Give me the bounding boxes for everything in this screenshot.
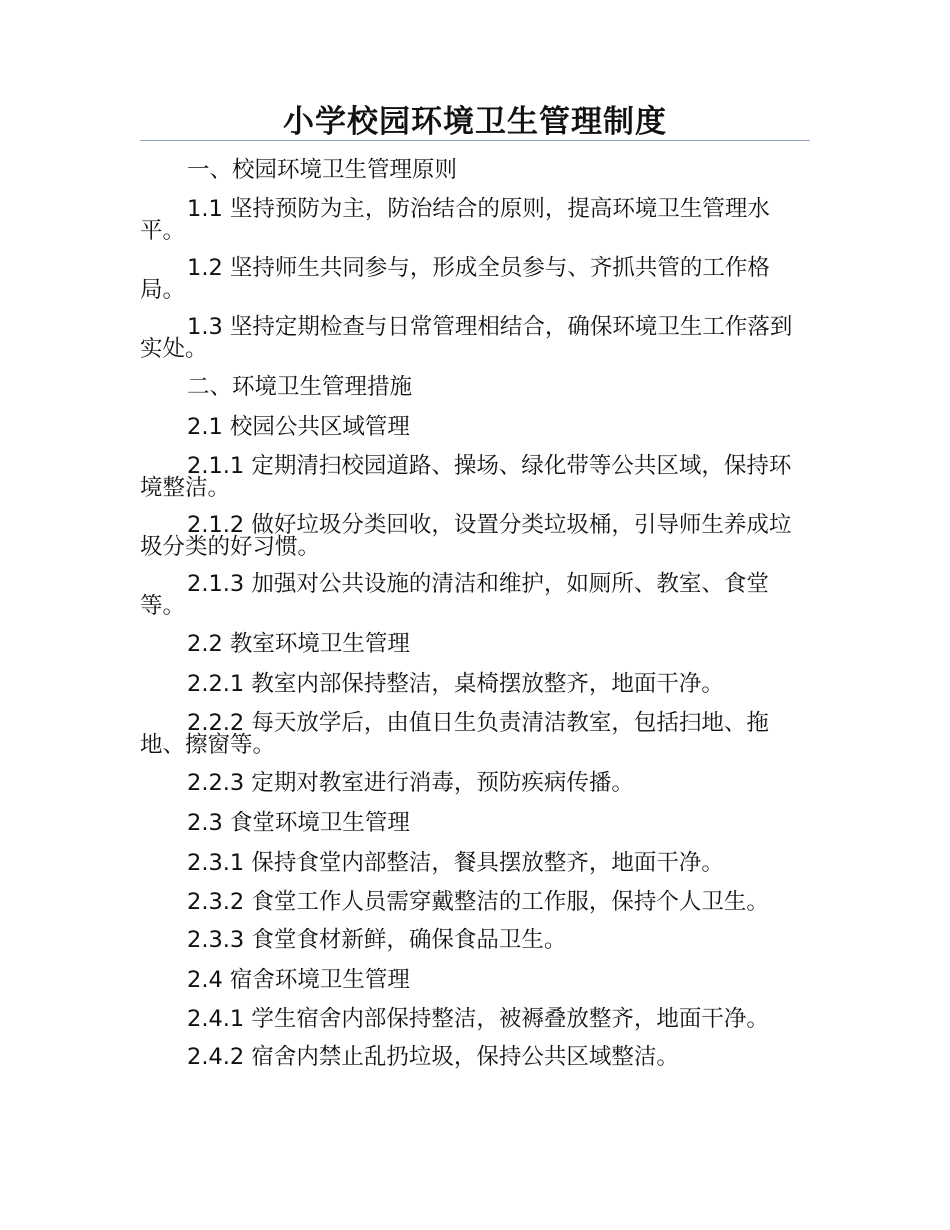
paragraph-2-2-3: 2.2.3 定期对教室进行消毒，预防疾病传播。 [187, 770, 634, 796]
paragraph-2-3-3: 2.3.3 食堂食材新鲜，确保食品卫生。 [187, 927, 567, 953]
paragraph-1-2: 1.2 坚持师生共同参与，形成全员参与、齐抓共管的工作格局。 [140, 255, 770, 303]
paragraph-2-4-2: 2.4.2 宿舍内禁止乱扔垃圾，保持公共区域整洁。 [187, 1044, 679, 1070]
paragraph-2-1-2: 2.1.2 做好垃圾分类回收，设置分类垃圾桶，引导师生养成垃圾分类的好习惯。 [140, 512, 792, 560]
paragraph-2-2-2: 2.2.2 每天放学后，由值日生负责清洁教室，包括扫地、拖地、擦窗等。 [140, 710, 769, 758]
subsection-2-4: 2.4 宿舍环境卫生管理 [187, 967, 410, 993]
paragraph-2-4-1: 2.4.1 学生宿舍内部保持整洁，被褥叠放整齐，地面干净。 [187, 1006, 769, 1032]
paragraph-2-2-1: 2.2.1 教室内部保持整洁，桌椅摆放整齐，地面干净。 [187, 671, 724, 697]
section-heading-2: 二、环境卫生管理措施 [187, 374, 413, 400]
subsection-2-3: 2.3 食堂环境卫生管理 [187, 810, 410, 836]
paragraph-2-3-1: 2.3.1 保持食堂内部整洁，餐具摆放整齐，地面干净。 [187, 850, 724, 876]
section-heading-1: 一、校园环境卫生管理原则 [187, 157, 458, 183]
paragraph-2-1-1: 2.1.1 定期清扫校园道路、操场、绿化带等公共区域，保持环境整洁。 [140, 453, 792, 501]
paragraph-2-1-3: 2.1.3 加强对公共设施的清洁和维护，如厕所、教室、食堂等。 [140, 571, 769, 619]
subsection-2-2: 2.2 教室环境卫生管理 [187, 631, 410, 657]
paragraph-1-3: 1.3 坚持定期检查与日常管理相结合，确保环境卫生工作落到实处。 [140, 314, 793, 362]
subsection-2-1: 2.1 校园公共区域管理 [187, 414, 410, 440]
title-underline [140, 140, 810, 141]
document-title: 小学校园环境卫生管理制度 [283, 104, 667, 140]
paragraph-1-1: 1.1 坚持预防为主，防治结合的原则，提高环境卫生管理水平。 [140, 196, 770, 244]
paragraph-2-3-2: 2.3.2 食堂工作人员需穿戴整洁的工作服，保持个人卫生。 [187, 889, 769, 915]
document-body [140, 153, 810, 1080]
